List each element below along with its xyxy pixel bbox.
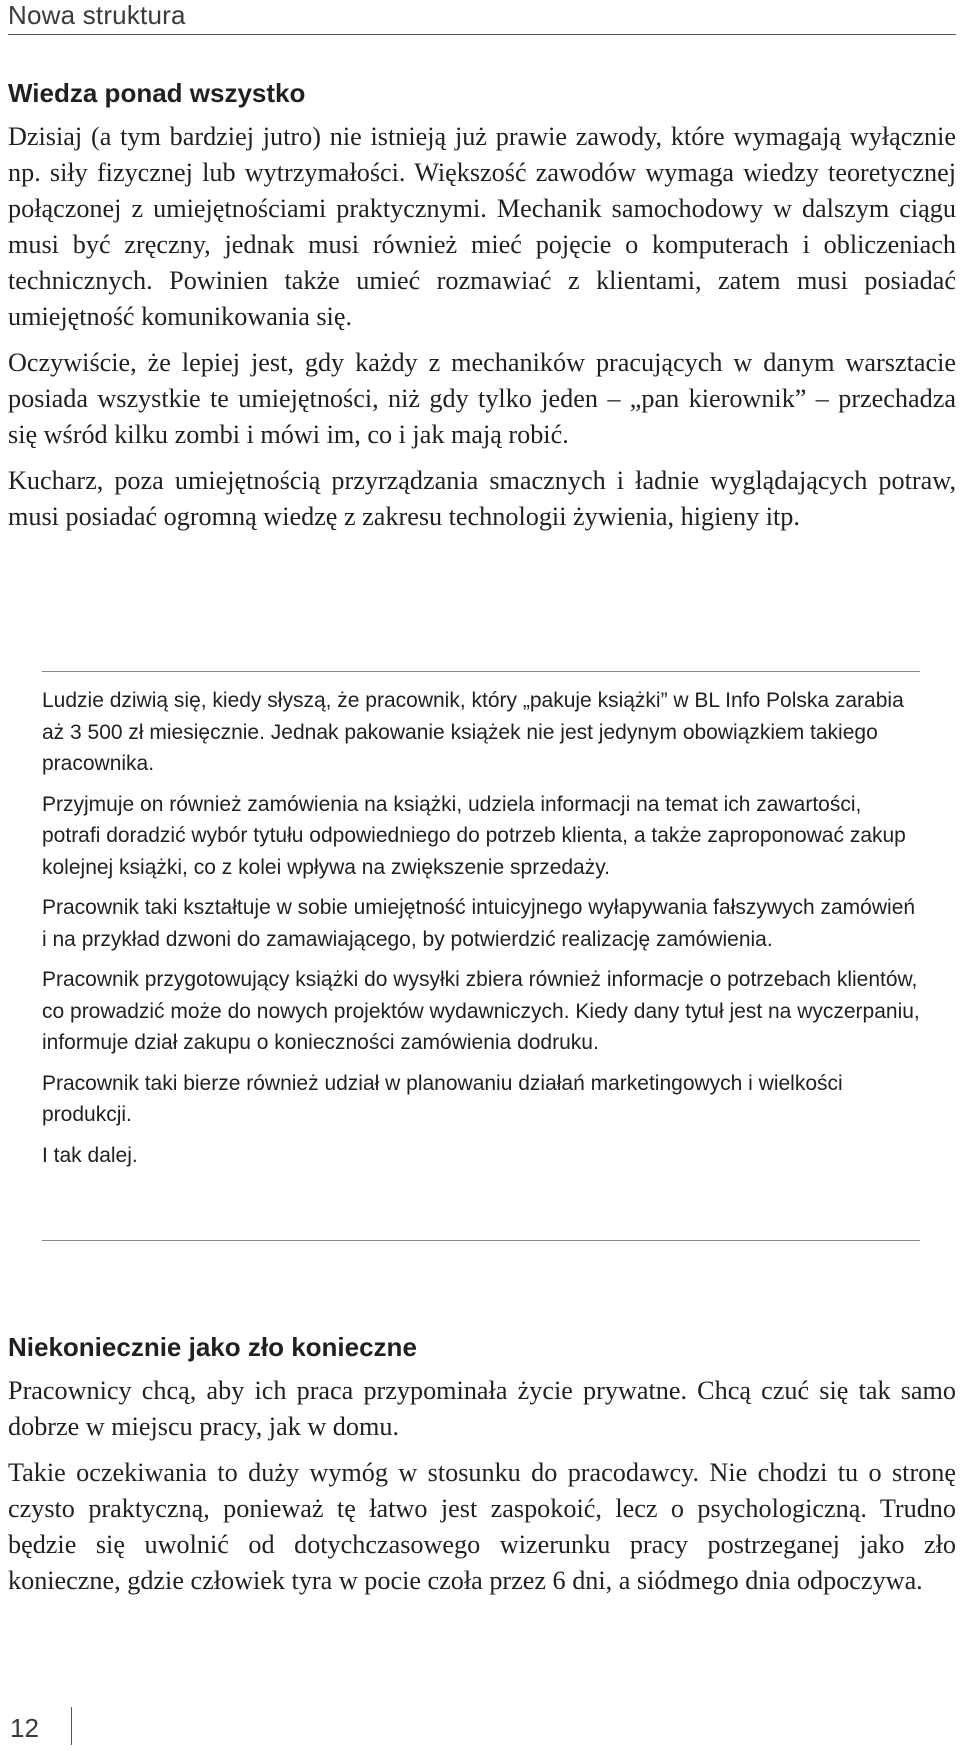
section-heading: Wiedza ponad wszystko bbox=[8, 78, 306, 108]
header-rule bbox=[8, 34, 956, 35]
section-heading: Niekoniecznie jako zło konieczne bbox=[8, 1332, 417, 1362]
box-paragraph: Ludzie dziwią się, kiedy słyszą, że pracownik, który „pakuje książki” w BL Info Polska zarabia aż 3 500 zł miesięcznie. Jednak pakowanie książek nie jest jedynym obowiązkiem takiego pracownika. bbox=[42, 689, 904, 775]
page-number-divider bbox=[71, 1707, 72, 1745]
body-paragraph: Kucharz, poza umiejętnością przyrządzania smacznych i ładnie wyglądających potraw, musi posiadać ogromną wiedzę z zakresu technologii żywienia, higieny itp. bbox=[8, 466, 956, 532]
running-head: Nowa struktura bbox=[8, 0, 186, 30]
box-paragraph: Przyjmuje on również zamówienia na książki, udziela informacji na temat ich zawartości, potrafi doradzić wybór tytułu odpowiedniego do potrzeb klienta, a także zaproponować zakup kolejnej książki, co z kolei wpływa na zwiększenie sprzedaży. bbox=[42, 792, 906, 879]
sidebar-box bbox=[42, 671, 920, 1241]
body-paragraph: Pracownicy chcą, aby ich praca przypominała życie prywatne. Chcą czuć się tak samo dobrze w miejscu pracy, jak w domu. bbox=[8, 1376, 956, 1442]
section-necessary-evil bbox=[8, 1332, 956, 1609]
box-paragraph: Pracownik przygotowujący książki do wysyłki zbiera również informacje o potrzebach klientów, co prowadzić może do nowych projektów wydawniczych. Kiedy dany tytuł jest na wyczerpaniu, informuje dział zakupu o konieczności zamówienia dodruku. bbox=[42, 968, 920, 1054]
body-paragraph: Oczywiście, że lepiej jest, gdy każdy z mechaników pracujących w danym warsztacie posiada wszystkie te umiejętności, niż gdy tylko jeden – „pan kierownik” – przechadza się wśród kilku zombi i mówi im, co i jak mają robić. bbox=[8, 348, 956, 450]
page-number: 12 bbox=[10, 1713, 39, 1743]
box-paragraph: Pracownik taki bierze również udział w planowaniu działań marketingowych i wielkości produkcji. bbox=[42, 1071, 843, 1126]
section-knowledge bbox=[8, 78, 956, 545]
box-paragraph: I tak dalej. bbox=[42, 1143, 138, 1167]
box-paragraph: Pracownik taki kształtuje w sobie umiejętność intuicyjnego wyłapywania fałszywych zamówień i na przykład dzwoni do zamawiającego, by potwierdzić realizację zamówienia. bbox=[42, 896, 916, 951]
body-paragraph: Dzisiaj (a tym bardziej jutro) nie istnieją już prawie zawody, które wymagają wyłącznie np. siły fizycznej lub wytrzymałości. Większość zawodów wymaga wiedzy teoretycznej połączonej z umiejętnościami praktycznymi. Mechanik samochodowy w dalszym ciągu musi być zręczny, jednak musi również mieć pojęcie o komputerach i obliczeniach technicznych. Powinien także umieć rozmawiać z klientami, zatem musi posiadać umiejętność komunikowania się. bbox=[8, 122, 956, 332]
body-paragraph: Takie oczekiwania to duży wymóg w stosunku do pracodawcy. Nie chodzi tu o stronę czysto praktyczną, ponieważ tę łatwo jest zaspokoić, lecz o psychologiczną. Trudno będzie się uwolnić od dotychczasowego wizerunku pracy postrzeganej jako zło konieczne, gdzie człowiek tyra w pocie czoła przez 6 dni, a siódmego dnia odpoczywa. bbox=[8, 1458, 956, 1596]
